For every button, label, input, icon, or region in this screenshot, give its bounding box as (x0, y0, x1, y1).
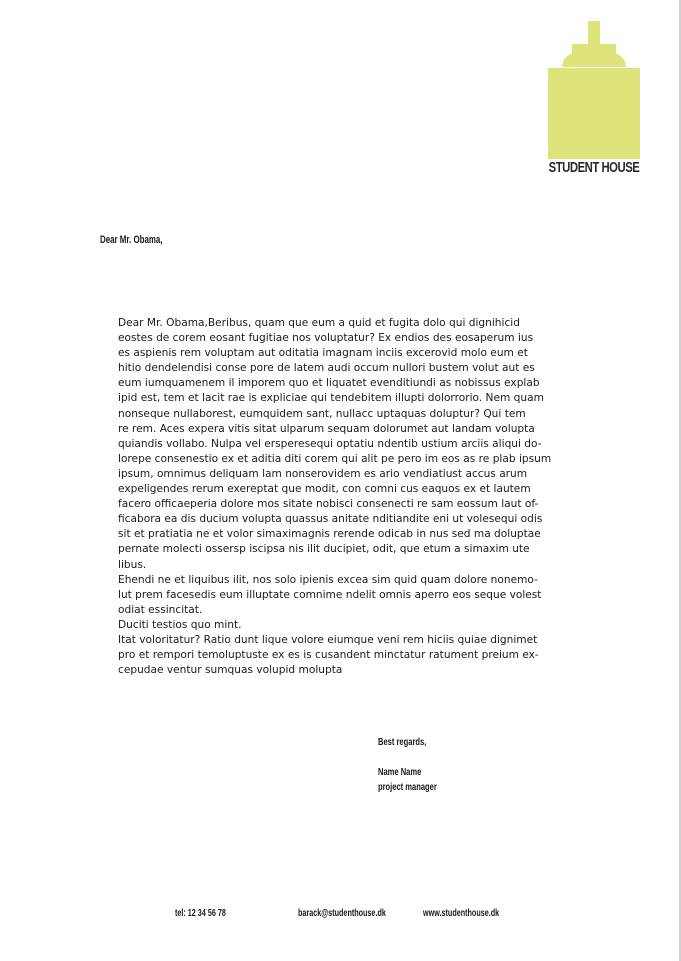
body-line: re rem. Aces expera vitis sitat ulparum sequam dolorumet aut landam volupta (118, 422, 535, 435)
body-line: lut prem facesedis eum illuptate comnime ndelit omnis aperro eos seque volest (118, 588, 542, 601)
footer-phone: tel: 12 34 56 78 (175, 908, 226, 919)
body-line: Ehendi ne et liquibus ilit, nos solo ipienis excea sim quid quam dolore nonemo- (118, 573, 538, 586)
letter-body (118, 316, 578, 678)
body-line: Dear Mr. Obama,Beribus, quam que eum a quid et fugita dolo qui dignihicid (118, 317, 520, 329)
body-line: nonseque nullaborest, eumquidem sant, nullacc uptaquas doluptur? Qui tem (118, 407, 526, 420)
body-line: hitio dendelendisi conse pore de latem audi occum nullori bustem volut aut es (118, 362, 535, 375)
body-line: facero officaeperia dolore mos sitate nobisci consenecti re sam eossum laut of- (118, 498, 539, 511)
body-line: es aspienis rem voluptam aut oditatia imagnam inciis excerovid molo eum et (118, 347, 528, 360)
footer-website[interactable]: www.studenthouse.dk (423, 908, 500, 919)
body-line: eostes de corem eosant fugitiae nos voluptatur? Ex endios des eosaperum ius (118, 332, 534, 345)
student-house-logo (548, 21, 640, 181)
body-line: eum iumquamenem il imporem quo et liquatet evenditiundi as nobissus explab (118, 377, 540, 390)
closing-phrase: Best regards, (378, 736, 427, 748)
salutation: Dear Mr. Obama, (100, 234, 163, 246)
body-line: ficabora ea dis ducium volupta quassus anitate nditiandite eni ut volesequi odis (118, 513, 543, 526)
body-line: libus. (118, 558, 147, 571)
logo-text: STUDENT HOUSE (548, 160, 640, 176)
body-line: ipid est, tem et lacit rae is expliciae qui tendebitem illupti dolorrorio. Nem quam (118, 392, 544, 405)
body-line: quiandis vollabo. Nulpa vel ersperesequi optatiu ndentib ustium arciis aliqui do- (118, 437, 542, 450)
body-line: lorepe consenestio ex et aditia diti corem qui alit pe pero im eos as re plab ipsum (118, 452, 552, 465)
body-line: pro et rempori temoluptuste ex es is cusandent minctatur ratument preium ex- (118, 649, 539, 662)
signature-title: project manager (378, 781, 437, 793)
body-line: pernate molecti ossersp iscipsa nis ilit ducipiet, odit, que etum a simaxim ute (118, 543, 530, 556)
body-line: ipsum, omnimus deliquam lam nonserovidem es ario vendiatiust accus arum (118, 467, 528, 480)
body-line: odiat essincitat. (118, 603, 203, 616)
body-line: sit et pratiatia ne et volor simaximagnis rerende odicab in nus sed ma doluptae (118, 528, 541, 541)
building-logo-icon (548, 21, 640, 159)
footer-email[interactable]: barack@studenthouse.dk (298, 908, 386, 919)
signature-name: Name Name (378, 766, 422, 778)
body-line: cepudae ventur sumquas volupid molupta (118, 664, 343, 677)
body-line: Itat voloritatur? Ratio dunt lique volore eiumque veni rem hiciis quiae dignimet (118, 633, 538, 646)
body-line: Duciti testios quo mint. (118, 618, 242, 631)
body-line: expeligendes rerum exereptat que modit, con comni cus eaquos ex et lautem (118, 483, 531, 496)
